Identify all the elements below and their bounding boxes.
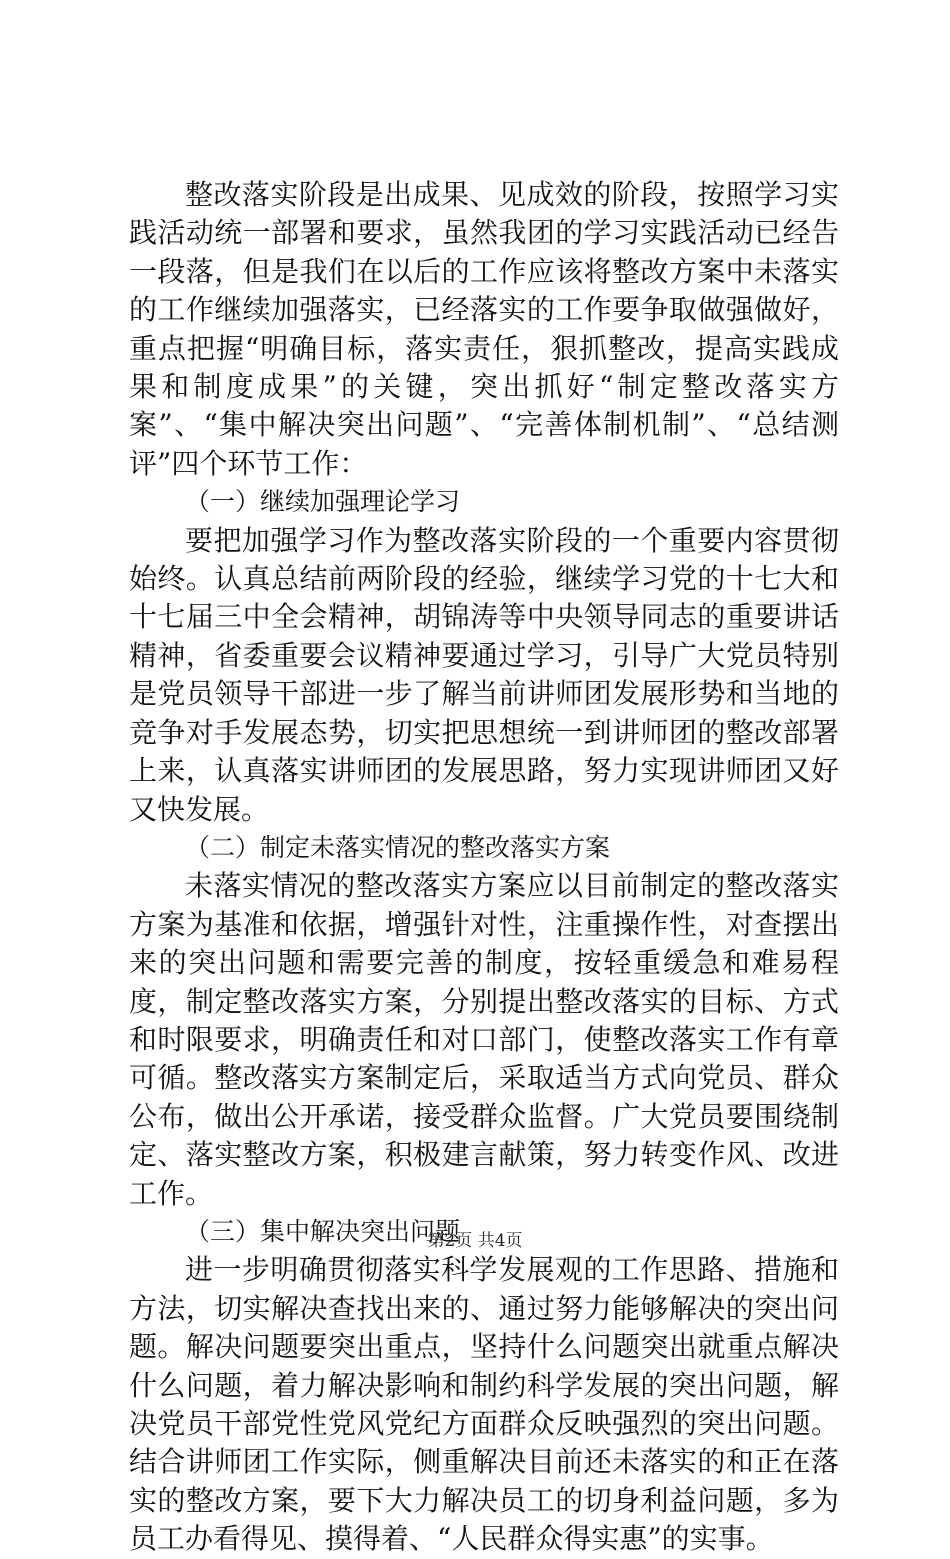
section-heading-2: （二）制定未落实情况的整改落实方案 (185, 832, 611, 862)
section-heading-1: （一）继续加强理论学习 (185, 487, 461, 517)
section-heading-3: （三）集中解决突出问题 (185, 1216, 461, 1246)
paragraph-section-3: 进一步明确贯彻落实科学发展观的工作思路、措施和方法，切实解决查找出来的、通过努力能够解决的突出问题。解决问题要突出重点，坚持什么问题突出就重点解决什么问题，着力解决影响和制约科学发展的突出问题，解决党员干部党性党风党纪方面群众反映强烈的突出问题。结合讲师团工作实际，侧重解决目前还未落实的和正在落实的整改方案，要下大力解决员工的切身利益问题，多为员工办看得见、摸得着、“人民群众得实惠”的实事。 (129, 1253, 839, 1556)
page-number-footer: 第2页 共4页 (427, 1231, 523, 1251)
paragraph-section-1: 要把加强学习作为整改落实阶段的一个重要内容贯彻始终。认真总结前两阶段的经验，继续学习党的十七大和十七届三中全会精神，胡锦涛等中央领导同志的重要讲话精神，省委重要会议精神要通过学习，引导广大党员特别是党员领导干部进一步了解当前讲师团发展形势和当地的竞争对手发展态势，切实把思想统一到讲师团的整改部署上来，认真落实讲师团的发展思路，努力实现讲师团又好又快发展。 (129, 523, 839, 826)
paragraph-intro: 整改落实阶段是出成果、见成效的阶段，按照学习实践活动统一部署和要求，虽然我团的学习实践活动已经告一段落，但是我们在以后的工作应该将整改方案中未落实的工作继续加强落实，已经落实的工作要争取做强做好，重点把握“明确目标，落实责任，狠抓整改，提高实践成果和制度成果”的关键，突出抓好“制定整改落实方案”、“集中解决突出问题”、“完善体制机制”、“总结测评”四个环节工作： (129, 178, 839, 480)
document-body (129, 176, 839, 1559)
paragraph-section-2: 未落实情况的整改落实方案应以目前制定的整改落实方案为基准和依据，增强针对性，注重操作性，对查摆出来的突出问题和需要完善的制度，按轻重缓急和难易程度，制定整改落实方案，分别提出整改落实的目标、方式和时限要求，明确责任和对口部门，使整改落实工作有章可循。整改落实方案制定后，采取适当方式向党员、群众公布，做出公开承诺，接受群众监督。广大党员要围绕制定、落实整改方案，积极建言献策，努力转变作风、改进工作。 (129, 869, 839, 1210)
